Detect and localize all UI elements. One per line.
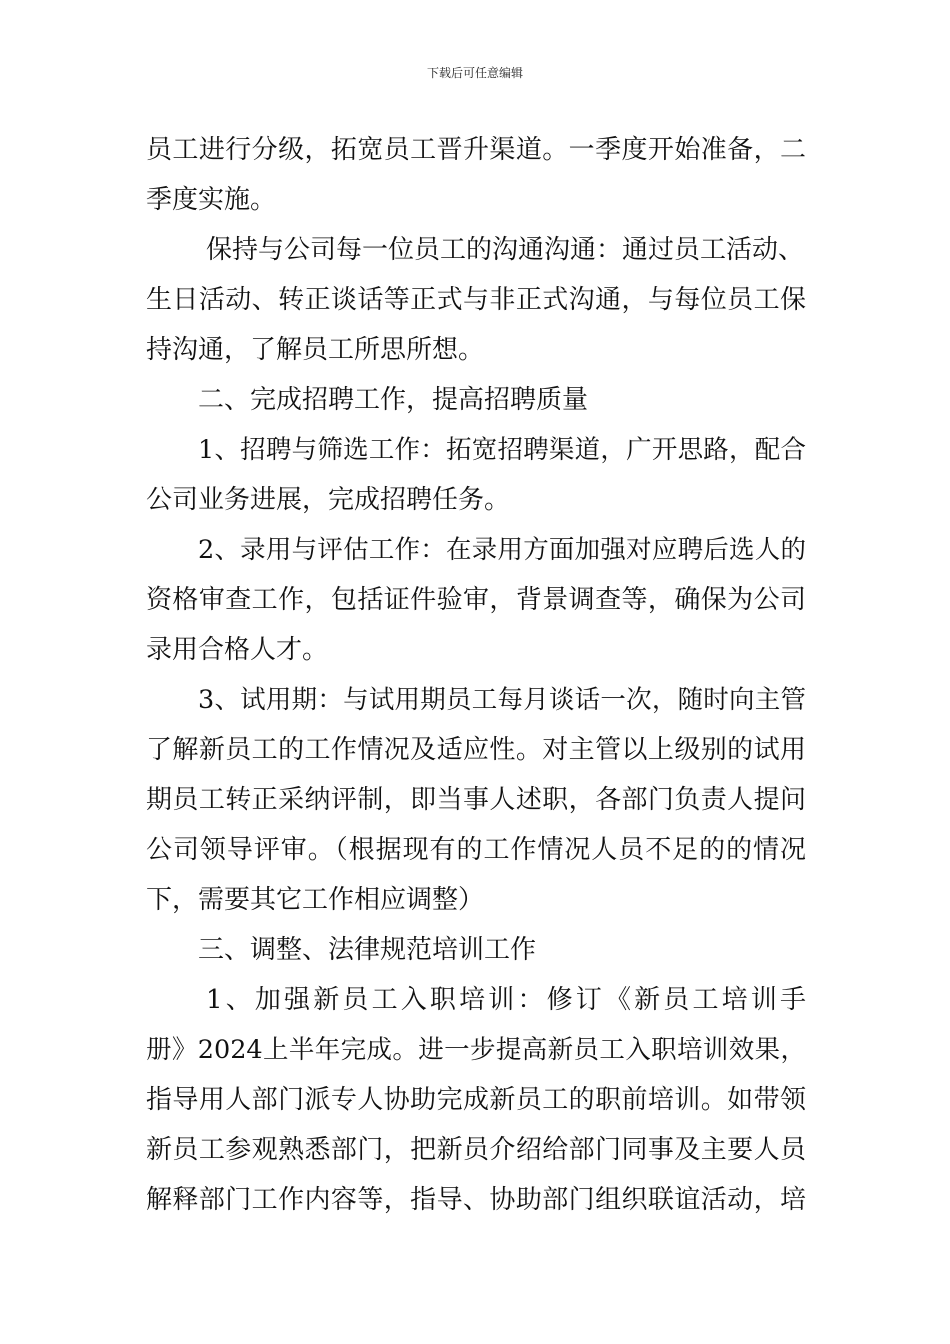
paragraph-line: 1、招聘与筛选工作：拓宽招聘渠道，广开思路，配合	[198, 435, 806, 465]
paragraph-line: 生日活动、转正谈话等正式与非正式沟通，与每位员工保	[146, 285, 806, 315]
document-body	[146, 125, 806, 1225]
paragraph-line: 员工进行分级，拓宽员工晋升渠道。一季度开始准备，二	[146, 135, 806, 165]
paragraph-line: 1、加强新员工入职培训：修订《新员工培训手	[206, 985, 806, 1015]
paragraph-line: 公司业务进展，完成招聘任务。	[146, 485, 511, 515]
page-header: 下载后可任意编辑	[426, 66, 523, 80]
section-heading: 三、调整、法律规范培训工作	[198, 935, 537, 965]
paragraph-line: 录用合格人才。	[146, 635, 329, 665]
paragraph-line: 下，需要其它工作相应调整）	[146, 885, 485, 915]
paragraph-line: 新员工参观熟悉部门，把新员介绍给部门同事及主要人员	[146, 1135, 806, 1165]
paragraph-line: 持沟通，了解员工所思所想。	[146, 335, 485, 365]
paragraph-line: 季度实施。	[146, 185, 277, 215]
paragraph-line: 了解新员工的工作情况及适应性。对主管以上级别的试用	[146, 735, 806, 765]
paragraph-line: 资格审查工作，包括证件验审，背景调查等，确保为公司	[146, 585, 806, 615]
paragraph-line: 册》2024上半年完成。进一步提高新员工入职培训效果，	[146, 1035, 806, 1065]
paragraph-line: 保持与公司每一位员工的沟通沟通：通过员工活动、	[206, 235, 805, 265]
paragraph-line: 3、试用期：与试用期员工每月谈话一次，随时向主管	[198, 685, 806, 715]
section-heading: 二、完成招聘工作，提高招聘质量	[198, 385, 589, 415]
paragraph-line: 2、录用与评估工作：在录用方面加强对应聘后选人的	[198, 535, 806, 565]
paragraph-line: 公司领导评审。（根据现有的工作情况人员不足的的情况	[146, 835, 806, 865]
paragraph-line: 期员工转正采纳评制，即当事人述职，各部门负责人提问	[146, 785, 806, 815]
paragraph-line: 解释部门工作内容等，指导、协助部门组织联谊活动，培	[146, 1185, 806, 1215]
paragraph-line: 指导用人部门派专人协助完成新员工的职前培训。如带领	[146, 1085, 806, 1115]
